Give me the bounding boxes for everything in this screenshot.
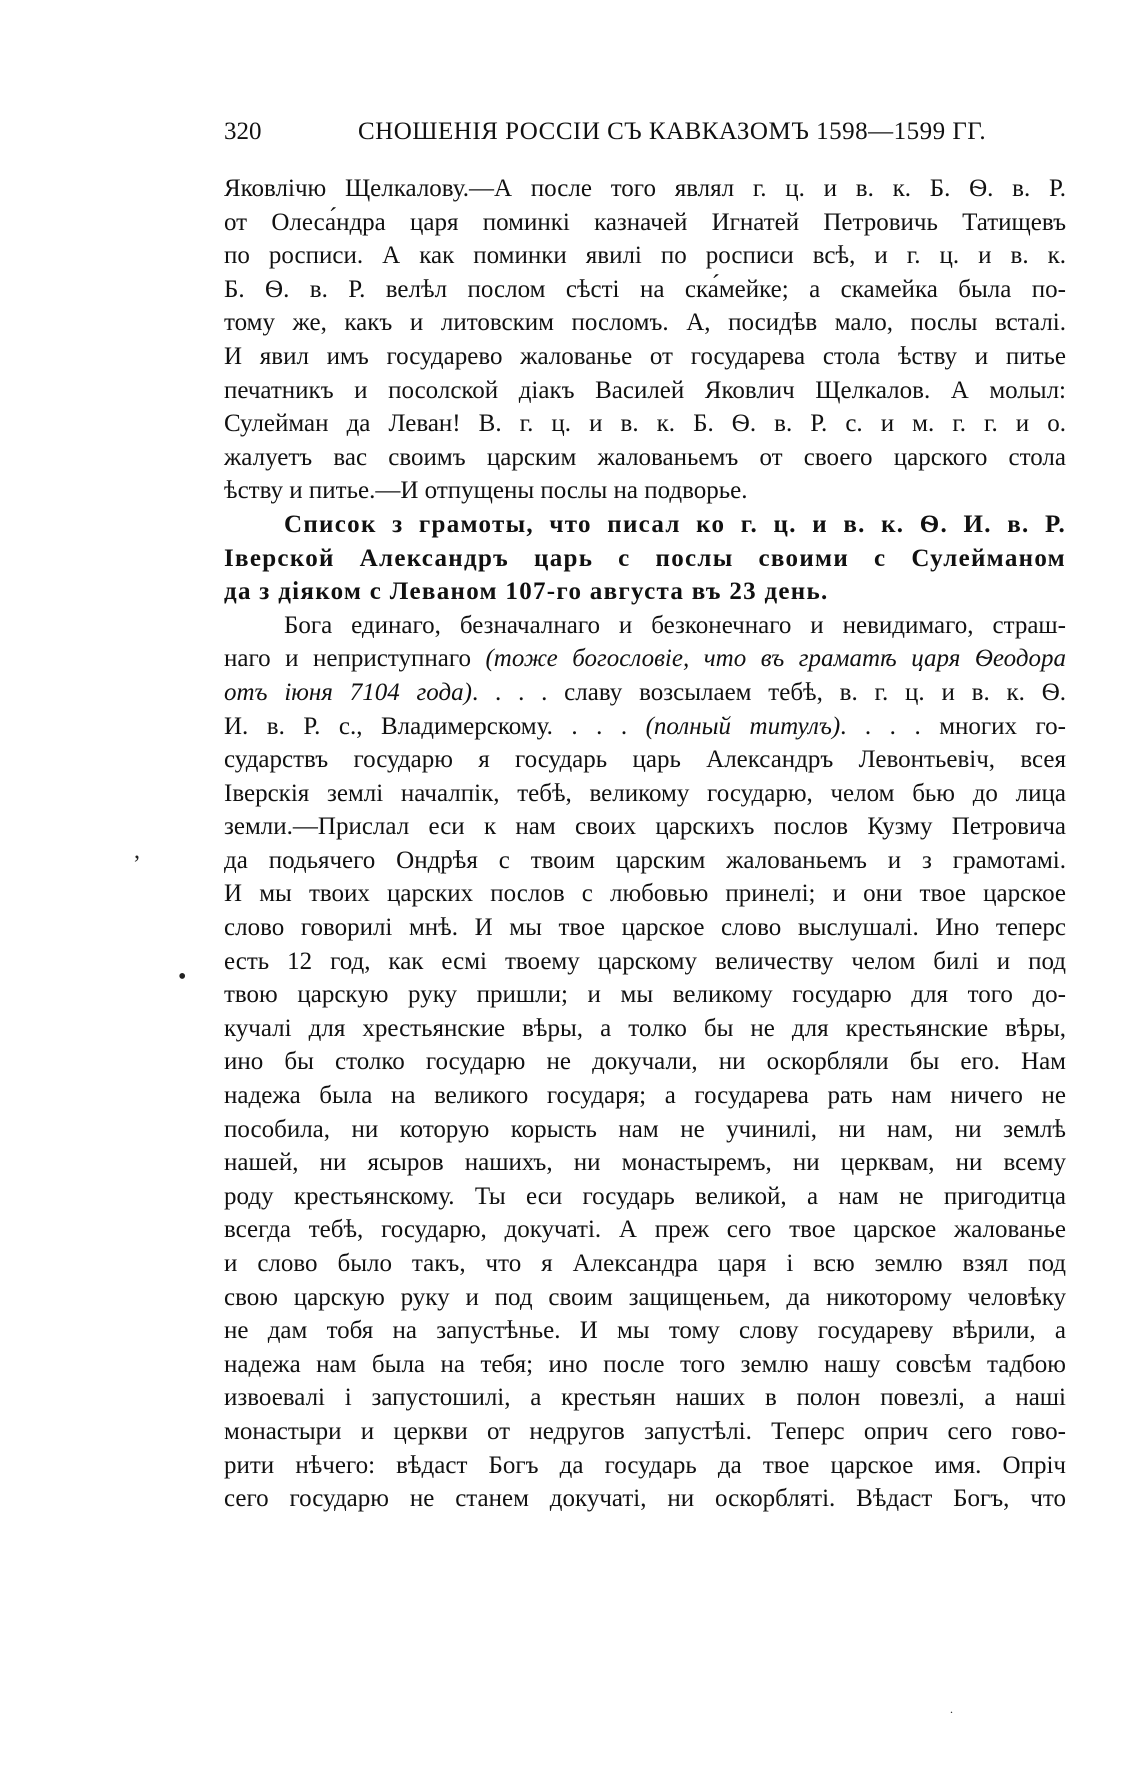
running-head <box>224 118 987 158</box>
text-line <box>224 710 1066 744</box>
text-line: ино бы столко государю не докучали, ни оскорбляли бы его. Нам <box>224 1048 1066 1076</box>
text-line: слово говорилі мнѣ. И мы твое царское слово выслушалі. Ино теперс <box>224 914 1066 942</box>
text-line: не дам тобя на запустѣнье. И мы тому слову государеву вѣрили, а <box>224 1317 1066 1345</box>
text-line: твою царскую руку пришли; и мы великому государю для того до- <box>224 981 1066 1009</box>
text-span: И. в. Р. с., Владимерскому. . . . <box>224 712 646 740</box>
text-line: печатникъ и посолской діакъ Василей Яковлич Щелкалов. А молыл: <box>224 376 1066 404</box>
text-line: Яковлічю Щелкалову.—А после того являл г. ц. и в. к. Б. Ѳ. в. Р. <box>224 175 1066 202</box>
text-body <box>224 172 1066 1516</box>
text-line: надежа была на великого государя; а государева рать нам ничего не <box>224 1082 1066 1110</box>
text-line: жалуетъ вас своимъ царским жалованьемъ от своего царского стола <box>224 443 1066 471</box>
text-line: надежа нам была на тебя; ино после того землю нашу совсѣм тадбою <box>224 1350 1066 1378</box>
editorial-note: (тоже богословіе, что въ граматѣ царя Ѳеодора <box>485 645 1066 673</box>
text-line: свою царскую руку и под своим защищеньем, да никоторому человѣку <box>224 1283 1066 1311</box>
text-line: Іверскія землі началпік, тебѣ, великому государю, челом бью до лица <box>224 779 1066 807</box>
document-heading <box>224 508 1066 609</box>
page-number: 320 <box>224 118 262 145</box>
text-line: Б. Ѳ. в. Р. велѣл послом сѣсті на ска́мейке; а скамейка была по- <box>224 275 1066 303</box>
text-line <box>224 642 1066 676</box>
text-line: всегда тебѣ, государю, докучаті. А преж сего твое царское жалованье <box>224 1216 1066 1244</box>
text-line: Сулейман да Леван! В. г. ц. и в. к. Б. Ѳ. в. Р. с. и м. г. г. и о. <box>224 410 1066 438</box>
margin-mark: • <box>178 964 187 990</box>
paragraph-3 <box>224 609 1066 1516</box>
text-line: кучалі для хрестьянские вѣры, а толко бы не для крестьянские вѣры, <box>224 1014 1066 1042</box>
text-line: роду крестьянскому. Ты еси государь великой, а нам не пригодитца <box>224 1182 1066 1210</box>
text-line: сего государю не станем докучаті, ни оскорбляті. Вѣдаст Богъ, что <box>224 1485 1066 1513</box>
text-line: есть 12 год, как есмі твоему царскому величеству челом билі и под <box>224 947 1066 975</box>
heading-line: да з діяком с Леваном 107-го августа въ 23 день. <box>224 578 829 606</box>
paragraph-1 <box>224 172 1066 508</box>
editorial-note: отъ іюня 7104 года) <box>224 678 472 706</box>
margin-mark: , <box>134 838 140 864</box>
text-span: . . . . многих го- <box>840 712 1066 740</box>
heading-line: Іверской Александръ царь с послы своими с Сулейманом <box>224 544 1066 572</box>
text-line: И мы твоих царских послов с любовью принелі; и они твое царское <box>224 880 1066 908</box>
editorial-note: (полный титулъ) <box>645 712 841 740</box>
text-line: И явил имъ государево жалованье от государева стола ѣству и питье <box>224 342 1066 370</box>
text-line: ѣству и питье.—И отпущены послы на подворье. <box>224 477 748 505</box>
text-line: извоевалі і запустошилі, а крестьян наших в полон повезлі, а наші <box>224 1384 1066 1412</box>
text-line: по росписи. А как поминки явилі по росписи всѣ, и г. ц. и в. к. <box>224 242 1066 270</box>
text-line: нашей, ни ясыров нашихъ, ни монастыремъ, ни церквам, ни всему <box>224 1149 1066 1177</box>
text-line: земли.—Прислал еси к нам своих царскиxъ послов Кузму Петровича <box>224 813 1066 841</box>
text-line: и слово было такъ, что я Александра царя і всю землю взял под <box>224 1250 1066 1277</box>
running-title: СНОШЕНІЯ РОССІИ СЪ КАВКАЗОМЪ 1598—1599 ГГ. <box>358 118 987 145</box>
text-line <box>224 676 1066 710</box>
text-line: да подьячего Ондрѣя с твоим царским жалованьемъ и з грамотамі. <box>224 846 1066 874</box>
text-span: . . . . славу возсылаем тебѣ, в. г. ц. и в. к. Ѳ. <box>471 678 1067 706</box>
margin-mark: . <box>950 1702 953 1716</box>
text-line: рити нѣчего: вѣдаст Богъ да государь да твое царское имя. Опріч <box>224 1451 1066 1479</box>
text-line: пособила, ни которую корысть нам не учинилі, ни нам, ни землѣ <box>224 1115 1066 1143</box>
text-line: монастыри и церкви от недругов запустѣлі. Теперс оприч сего гово- <box>224 1417 1066 1445</box>
text-line: Бога единаго, безначалнаго и безконечнаго и невидимаго, страш- <box>284 611 1066 639</box>
text-line: от Олеса́ндра царя поминкі казначей Игнатей Петровичь Татищевъ <box>224 208 1066 236</box>
text-line: тому же, какъ и литовским посломъ. А, посидѣв мало, послы всталі. <box>224 309 1066 337</box>
heading-line: Список з грамоты, что писал ко г. ц. и в. к. Ѳ. И. в. Р. <box>284 510 1066 538</box>
text-span: наго и неприступнаго <box>224 645 486 673</box>
text-line: сударствъ государю я государь царь Александръ Левонтьевіч, всея <box>224 746 1066 774</box>
